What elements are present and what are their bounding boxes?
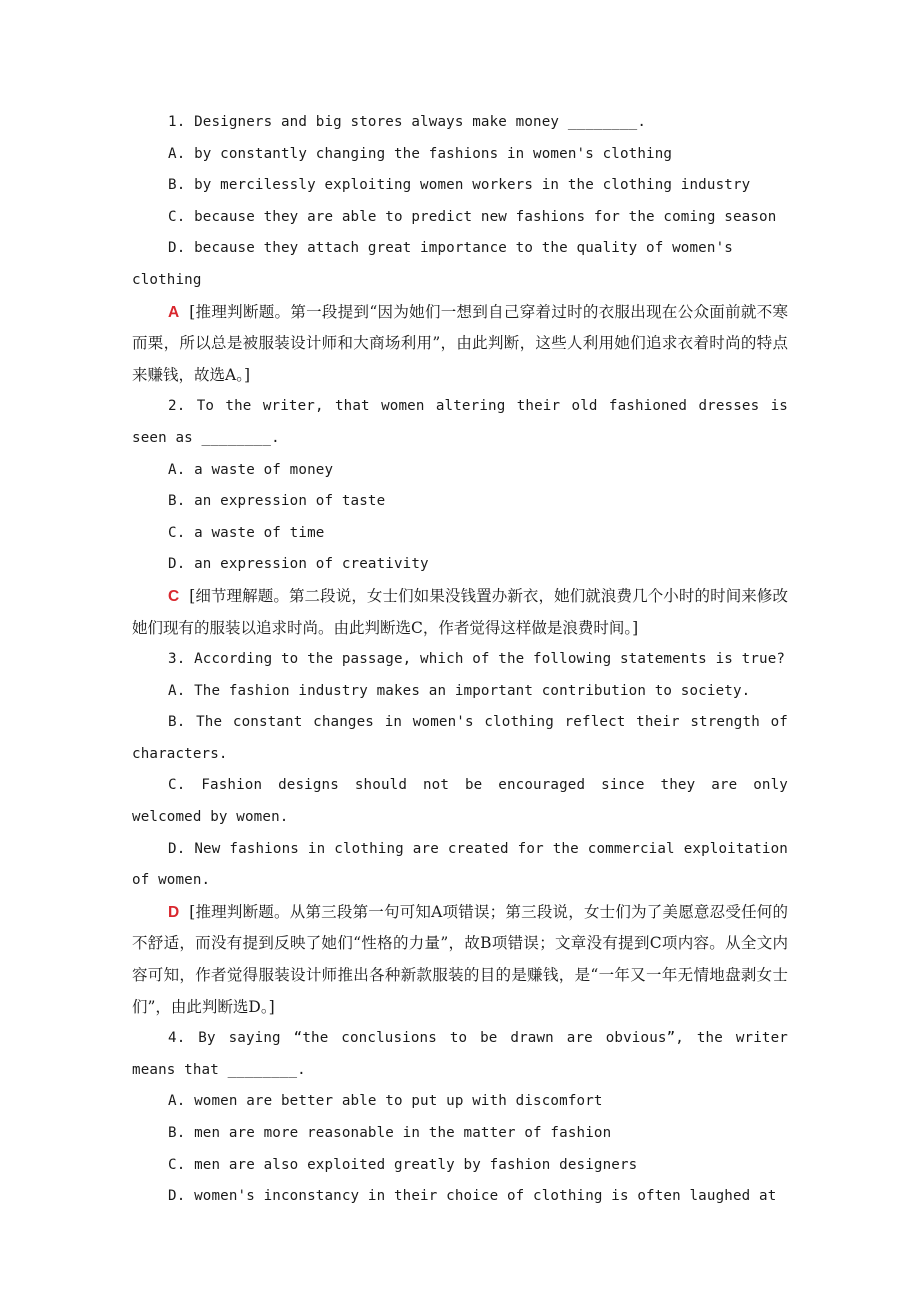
question-3-answer <box>132 897 788 1023</box>
answer-explanation: [推理判断题。第一段提到“因为她们一想到自己穿着过时的衣服出现在公众面前就不寒而栗，所以总是被服装设计师和大商场利用”，由此判断，这些人利用她们追求衣着时尚的特点来赚钱，故选A。] <box>132 302 788 384</box>
question-1-stem: 1. Designers and big stores always make money ________. <box>168 114 647 130</box>
answer-key: A <box>168 303 180 321</box>
question-4-option-d: D. women's inconstancy in their choice of clothing is often laughed at <box>168 1188 777 1205</box>
question-1-answer <box>132 297 788 392</box>
question-1-option-d: D. because they attach great importance to the quality of women's clothing <box>132 240 733 288</box>
question-2-option-c: C. a waste of time <box>168 524 325 541</box>
question-1-option-a: A. by constantly changing the fashions in women's clothing <box>168 145 673 162</box>
answer-key: D <box>168 903 180 921</box>
question-2-stem: 2. To the writer, that women altering their old fashioned dresses is seen as ________. <box>132 398 788 446</box>
answer-explanation: [推理判断题。从第三段第一句可知A项错误；第三段说，女士们为了美愿意忍受任何的不舒适，而没有提到反映了她们“性格的力量”，故B项错误；文章没有提到C项内容。从全文内容可知，作者觉得服装设计师推出各种新款服装的目的是赚钱，是“一年又一年无情地盘剥女士们”，由此判断选D。] <box>132 902 788 1016</box>
question-4-option-c: C. men are also exploited greatly by fashion designers <box>168 1156 638 1173</box>
question-3-stem: 3. According to the passage, which of the following statements is true? <box>168 651 786 668</box>
question-2-option-d: D. an expression of creativity <box>168 556 429 573</box>
answer-key: C <box>168 587 180 605</box>
answer-explanation: [细节理解题。第二段说，女士们如果没钱置办新衣，她们就浪费几个小时的时间来修改她们现有的服装以追求时尚。由此判断选C，作者觉得这样做是浪费时间。] <box>132 586 788 637</box>
question-2-option-b: B. an expression of taste <box>168 493 386 510</box>
question-2-answer <box>132 581 788 644</box>
question-1-option-c: C. because they are able to predict new fashions for the coming season <box>168 208 777 225</box>
question-list <box>132 107 788 1213</box>
question-3-option-b: B. The constant changes in women's clothing reflect their strength of characters. <box>132 714 788 762</box>
question-4-option-b: B. men are more reasonable in the matter of fashion <box>168 1125 612 1141</box>
question-3-option-d: D. New fashions in clothing are created for the commercial exploitation of women. <box>132 840 788 889</box>
question-4-option-a: A. women are better able to put up with discomfort <box>168 1093 603 1110</box>
question-3-option-c: C. Fashion designs should not be encouraged since they are only welcomed by women. <box>132 777 788 826</box>
question-1-option-b: B. by mercilessly exploiting women workers in the clothing industry <box>168 177 751 194</box>
question-3-option-a: A. The fashion industry makes an important contribution to society. <box>168 682 751 699</box>
question-2-option-a: A. a waste of money <box>168 461 334 478</box>
question-4-stem: 4. By saying “the conclusions to be drawn are obvious”, the writer means that ________. <box>132 1030 788 1078</box>
